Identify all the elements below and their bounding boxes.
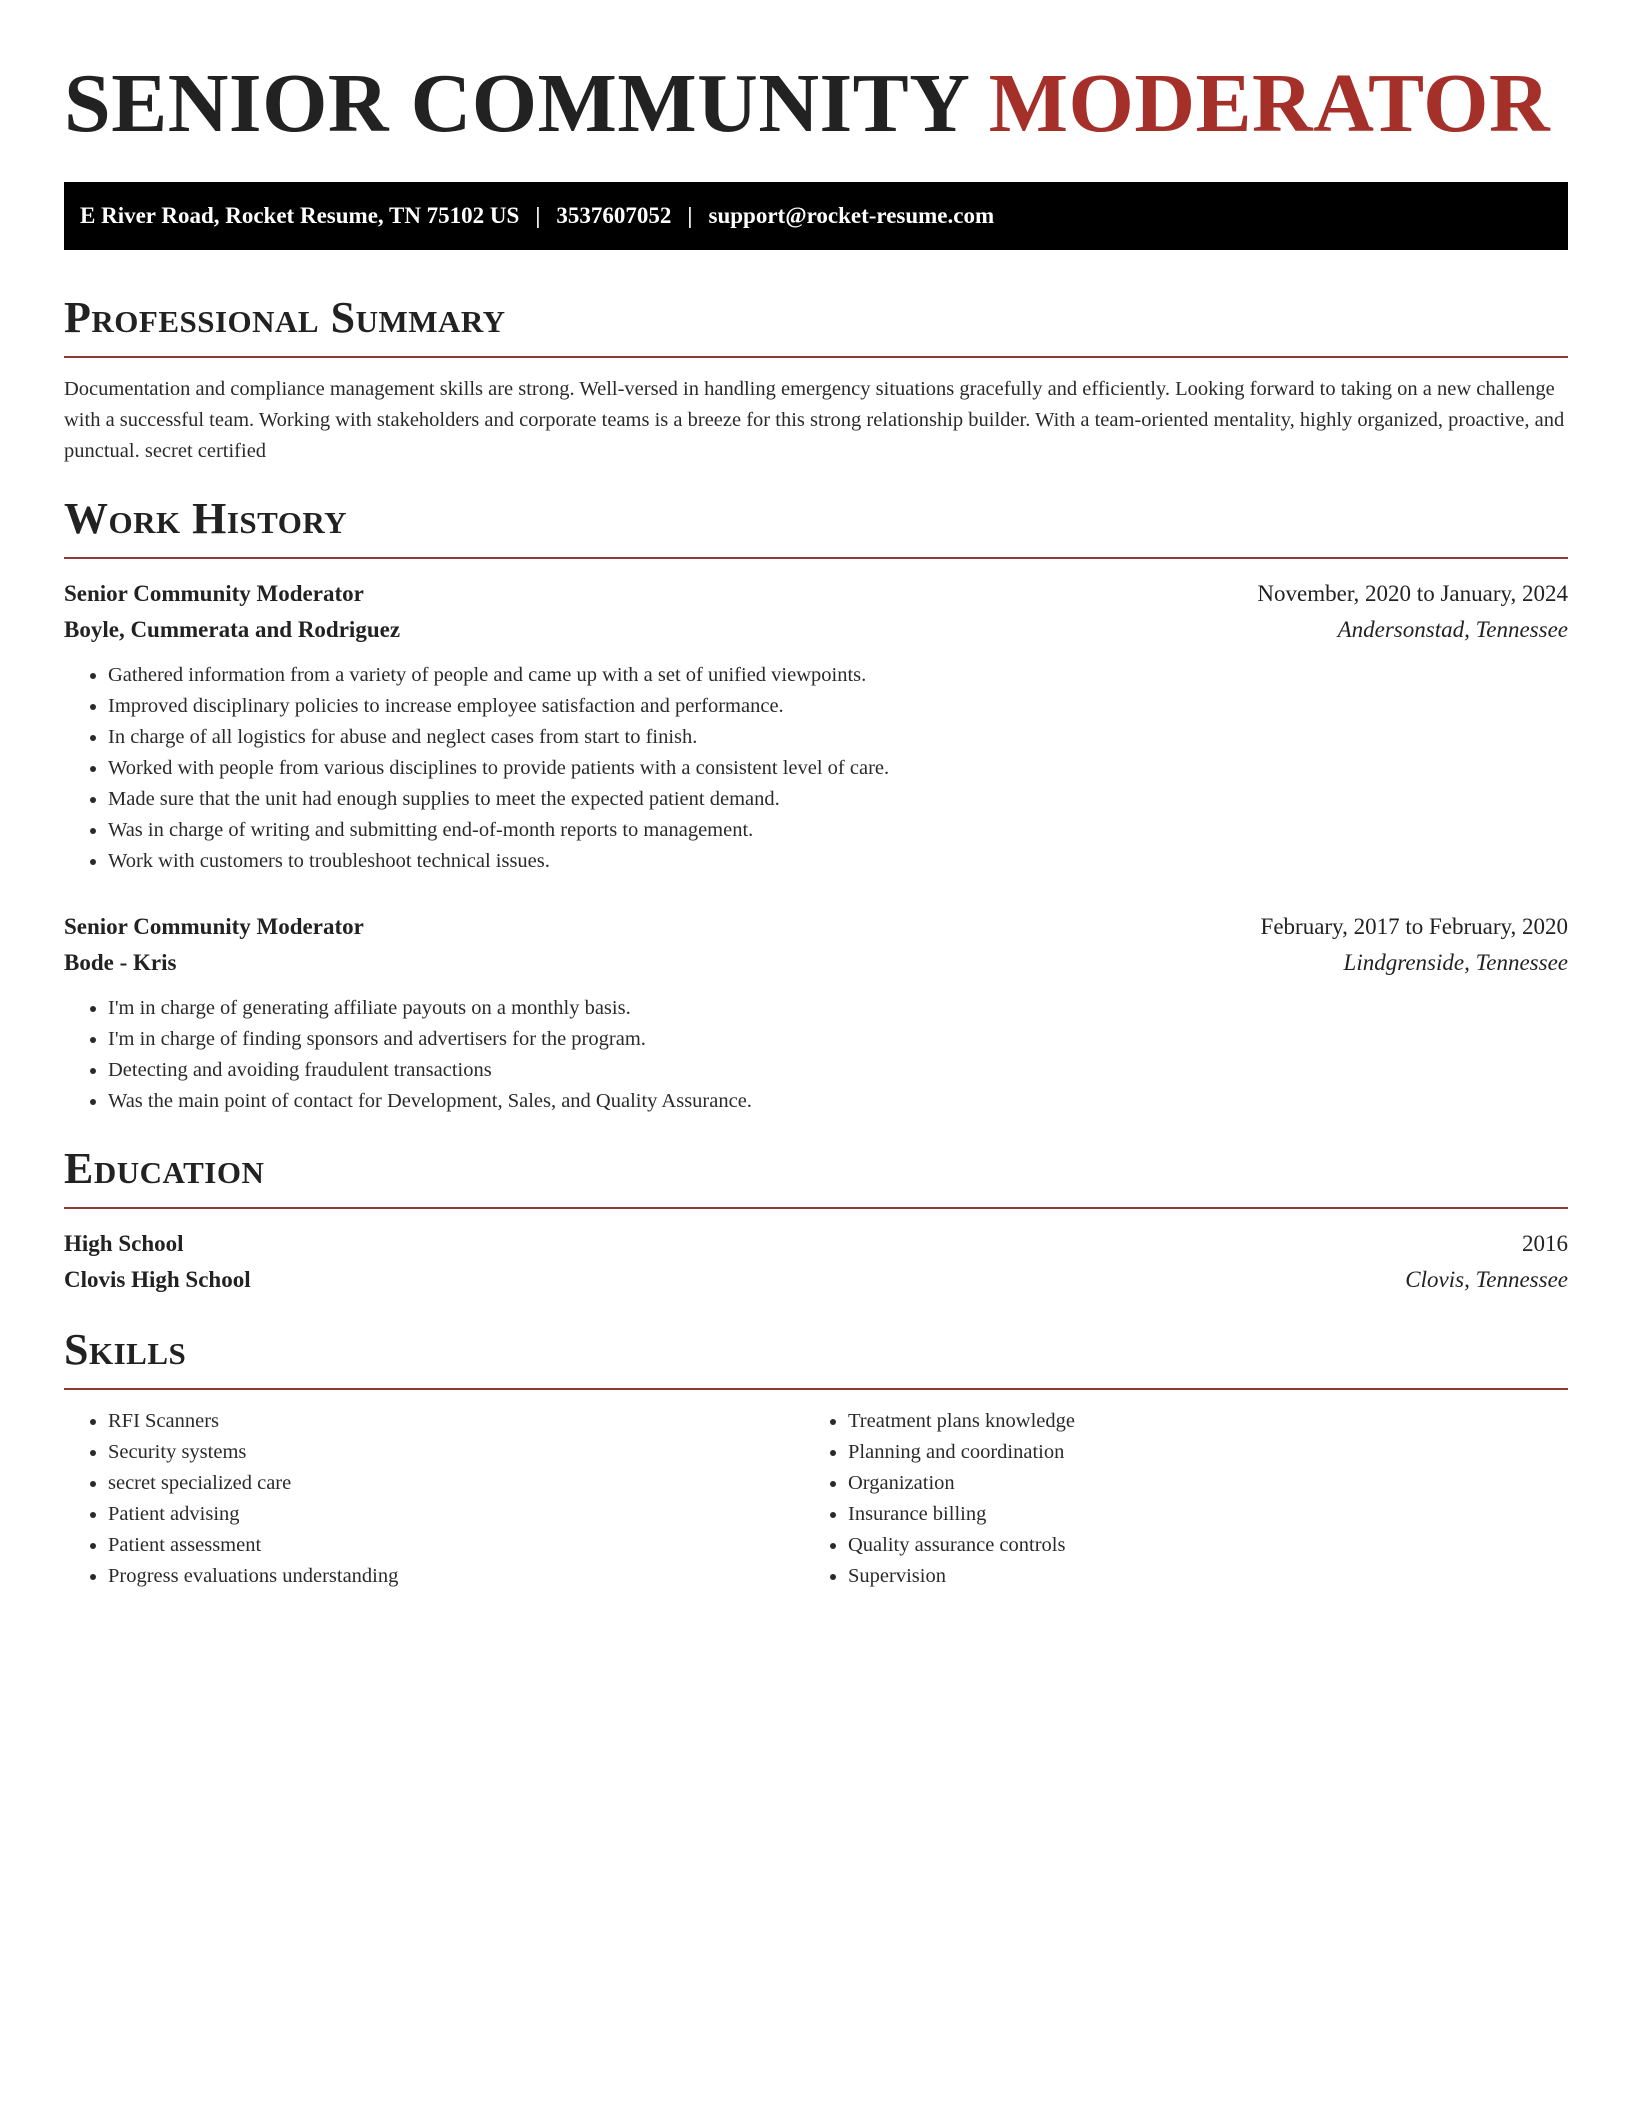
job-location: Andersonstad, Tennessee [1337,617,1568,642]
education-section [64,1143,1568,1298]
list-item: • I'm in charge of finding sponsors and advertisers for the program. [108,1024,1568,1055]
job-entry [64,576,1568,877]
job-company: Boyle, Cummerata and Rodriguez [64,617,401,642]
skills-list [64,1406,804,1592]
section-divider [64,557,1568,559]
name-accent: MODERATOR [988,57,1551,150]
job-bullets [64,993,1568,1117]
skill-item: • Quality assurance controls [848,1530,1544,1561]
list-item: • Was the main point of contact for Development, Sales, and Quality Assurance. [108,1086,1568,1117]
summary-text: Documentation and compliance management skills are strong. Well-versed in handling emergency situations gracefully and efficiently. Looking forward to taking on a new challenge with a successful team. Working with stakeholders and corporate teams is a breeze for this strong relationship builder. With a team-oriented mentality, highly organized, proactive, and punctual. secret certified [64,378,1565,462]
contact-address: E River Road, Rocket Resume, TN 75102 US [80,203,520,228]
job-location: Lindgrenside, Tennessee [1343,950,1568,975]
skill-item: • Treatment plans knowledge [848,1406,1544,1437]
contact-separator: | [535,203,541,228]
skills-title: Skills [64,1325,187,1374]
list-item: • Was in charge of writing and submitting end-of-month reports to management. [108,815,1568,846]
name-main: SENIOR COMMUNITY [64,57,968,150]
job-entry [64,909,1568,1117]
education-degree-row [64,1226,1568,1262]
job-bullets [64,660,1568,877]
skill-item: • Planning and coordination [848,1437,1544,1468]
skill-item: • Security systems [108,1437,804,1468]
contact-separator: | [687,203,693,228]
education-school-row [64,1262,1568,1298]
list-item: • Worked with people from various disciplines to provide patients with a consistent level of care. [108,753,1568,784]
job-position: Senior Community Moderator [64,581,364,606]
skill-item: • Progress evaluations understanding [108,1561,804,1592]
job-dates: November, 2020 to January, 2024 [1257,581,1568,606]
skills-column-left [64,1406,804,1592]
list-item: • Made sure that the unit had enough supplies to meet the expected patient demand. [108,784,1568,815]
skills-section [64,1324,1568,1592]
section-divider [64,1207,1568,1209]
skill-item: • Insurance billing [848,1499,1544,1530]
job-header-row [64,909,1568,945]
contact-phone: 3537607052 [556,203,672,228]
skill-item: • Organization [848,1468,1544,1499]
job-company: Bode - Kris [64,950,177,975]
skill-item: • RFI Scanners [108,1406,804,1437]
education-title: Education [64,1144,265,1193]
contact-bar [64,182,1568,250]
job-position: Senior Community Moderator [64,914,364,939]
work-title: Work History [64,494,348,543]
education-degree: High School [64,1231,184,1256]
job-header-row [64,576,1568,612]
list-item: • Improved disciplinary policies to increase employee satisfaction and performance. [108,691,1568,722]
section-divider [64,356,1568,358]
resume-name [64,58,1568,150]
resume-page [64,0,1568,1592]
job-dates: February, 2017 to February, 2020 [1260,914,1568,939]
education-school: Clovis High School [64,1267,251,1292]
education-entry [64,1226,1568,1298]
skill-item: • secret specialized care [108,1468,804,1499]
skill-item: • Patient advising [108,1499,804,1530]
list-item: • I'm in charge of generating affiliate payouts on a monthly basis. [108,993,1568,1024]
skill-item: • Supervision [848,1561,1544,1592]
list-item: • Work with customers to troubleshoot technical issues. [108,846,1568,877]
skills-grid [64,1406,1568,1592]
skills-list [804,1406,1544,1592]
summary-title: Professional Summary [64,293,506,342]
list-item: • Detecting and avoiding fraudulent transactions [108,1055,1568,1086]
job-company-row [64,612,1568,648]
education-location: Clovis, Tennessee [1405,1267,1568,1292]
list-item: • Gathered information from a variety of people and came up with a set of unified viewpoints. [108,660,1568,691]
education-year: 2016 [1522,1231,1568,1256]
summary-section [64,292,1568,467]
section-divider [64,1388,1568,1390]
skills-column-right [804,1406,1544,1592]
contact-email[interactable]: support@rocket-resume.com [708,203,995,228]
skill-item: • Patient assessment [108,1530,804,1561]
work-section [64,493,1568,1117]
list-item: • In charge of all logistics for abuse and neglect cases from start to finish. [108,722,1568,753]
job-company-row [64,945,1568,981]
